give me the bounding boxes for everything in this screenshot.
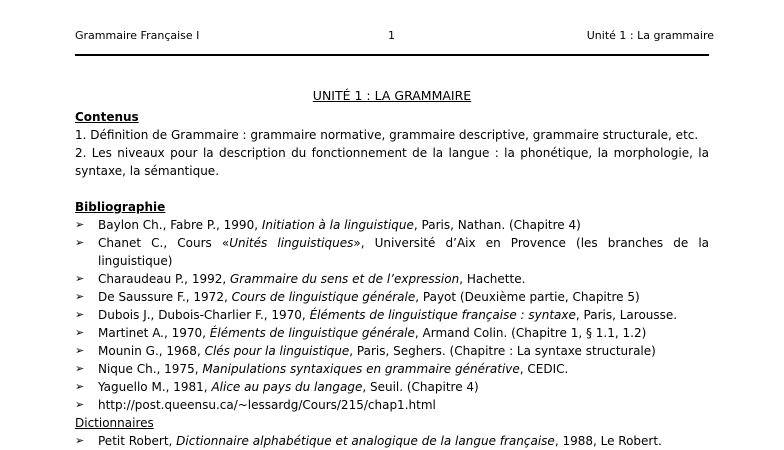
entry-title: Manipulations syntaxiques en grammaire générative <box>202 362 520 376</box>
bibliography-entry <box>75 324 709 342</box>
entry-author: Dubois J., Dubois-Charlier F., 1970, <box>98 308 310 322</box>
arrow-bullet-icon: ➢ <box>75 236 85 249</box>
dictionary-entry <box>75 432 709 450</box>
entry-author: De Saussure F., 1972, <box>98 290 232 304</box>
bibliography-entry <box>75 306 709 324</box>
contenus-item-1: 1. Définition de Grammaire : grammaire normative, grammaire descriptive, grammaire structurale, etc. <box>75 128 699 142</box>
entry-publisher: , Paris, Larousse. <box>575 308 678 322</box>
bibliography-entry <box>75 216 709 234</box>
entry-publisher: , 1988, Le Robert. <box>554 434 662 448</box>
entry-title: Cours de linguistique générale <box>231 290 416 304</box>
header-page-number: 1 <box>388 29 395 42</box>
entry-title: Clés pour la linguistique <box>204 344 350 358</box>
spacer <box>75 180 709 198</box>
entry-publisher: , Paris, Nathan. (Chapitre 4) <box>413 218 581 232</box>
arrow-bullet-icon: ➢ <box>75 434 85 447</box>
contenus-heading: Contenus <box>75 110 139 124</box>
arrow-bullet-icon: ➢ <box>75 218 85 231</box>
entry-title: Éléments de linguistique française : syntaxe <box>309 308 576 322</box>
entry-publisher: , CEDIC. <box>519 362 569 376</box>
header-rule <box>75 54 709 56</box>
bibliography-entry <box>75 378 709 396</box>
bibliography-entry <box>75 288 709 306</box>
entry-author: Petit Robert, <box>98 434 177 448</box>
page-header <box>75 29 714 43</box>
entry-title: Éléments de linguistique générale <box>209 326 415 340</box>
header-unit-title: Unité 1 : La grammaire <box>586 29 714 42</box>
entry-author: Mounin G., 1968, <box>98 344 205 358</box>
dictionary-list <box>75 432 709 450</box>
bibliographie-heading: Bibliographie <box>75 200 166 214</box>
arrow-bullet-icon: ➢ <box>75 272 85 285</box>
document-body <box>75 108 709 450</box>
entry-author: Chanet C., Cours « <box>98 236 230 250</box>
bibliography-entry <box>75 234 709 270</box>
entry-author: Nique Ch., 1975, <box>98 362 203 376</box>
bibliography-entry <box>75 270 709 288</box>
dictionnaires-heading: Dictionnaires <box>75 416 154 430</box>
entry-url: http://post.queensu.ca/~lessardg/Cours/215/chap1.html <box>98 398 436 412</box>
entry-author: Yaguello M., 1981, <box>98 380 212 394</box>
entry-publisher: », Université d’Aix en Provence (les branches de la linguistique) <box>98 236 710 268</box>
bibliography-entry-url <box>75 396 709 414</box>
entry-publisher: , Armand Colin. (Chapitre 1, § 1.1, 1.2) <box>414 326 647 340</box>
bibliography-entry <box>75 342 709 360</box>
entry-title: Alice au pays du langage <box>211 380 363 394</box>
entry-author: Baylon Ch., Fabre P., 1990, <box>98 218 262 232</box>
bibliography-list <box>75 216 709 414</box>
contenus-item-2: 2. Les niveaux pour la description du fonctionnement de la langue : la phonétique, la morphologie, la syntaxe, la sémantique. <box>75 146 709 178</box>
arrow-bullet-icon: ➢ <box>75 380 85 393</box>
entry-title: Unités linguistiques <box>229 236 354 250</box>
entry-publisher: , Paris, Seghers. (Chapitre : La syntaxe structurale) <box>349 344 656 358</box>
arrow-bullet-icon: ➢ <box>75 362 85 375</box>
page-title: UNITÉ 1 : LA GRAMMAIRE <box>312 88 472 103</box>
header-course-title: Grammaire Française I <box>75 29 200 42</box>
bibliography-entry <box>75 360 709 378</box>
entry-title: Grammaire du sens et de l’expression <box>229 272 460 286</box>
entry-title: Initiation à la linguistique <box>261 218 414 232</box>
arrow-bullet-icon: ➢ <box>75 290 85 303</box>
entry-title: Dictionnaire alphabétique et analogique de la langue française <box>176 434 555 448</box>
entry-publisher: , Payot (Deuxième partie, Chapitre 5) <box>415 290 640 304</box>
arrow-bullet-icon: ➢ <box>75 326 85 339</box>
entry-author: Charaudeau P., 1992, <box>98 272 230 286</box>
entry-author: Martinet A., 1970, <box>98 326 210 340</box>
arrow-bullet-icon: ➢ <box>75 308 85 321</box>
arrow-bullet-icon: ➢ <box>75 344 85 357</box>
entry-publisher: , Seuil. (Chapitre 4) <box>362 380 479 394</box>
arrow-bullet-icon: ➢ <box>75 398 85 411</box>
entry-publisher: , Hachette. <box>459 272 526 286</box>
